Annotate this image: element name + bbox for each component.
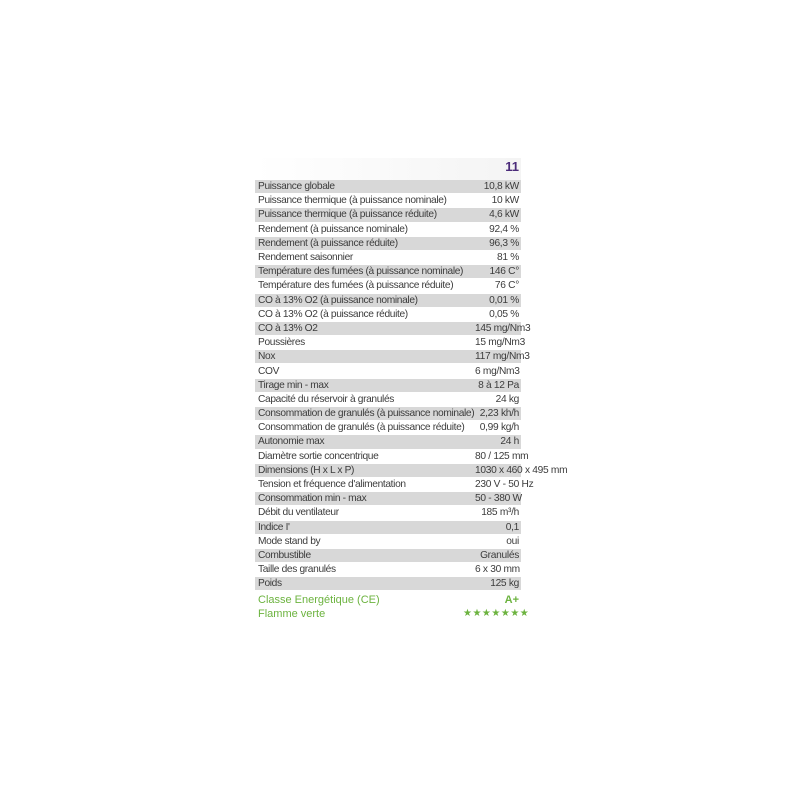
spec-label: Tension et fréquence d'alimentation <box>255 477 472 491</box>
spec-table <box>255 180 568 591</box>
spec-value: 81 % <box>472 250 521 264</box>
spec-label: Température des fumées (à puissance nominale) <box>255 265 472 279</box>
spec-label: Capacité du réservoir à granulés <box>255 392 472 406</box>
spec-value: 0,01 % <box>472 293 521 307</box>
spec-label: Indice I' <box>255 520 472 534</box>
spec-label: Consommation de granulés (à puissance nominale) <box>255 407 472 421</box>
spec-label: Mode stand by <box>255 534 472 548</box>
spec-value: 230 V - 50 Hz <box>472 477 521 491</box>
spec-value: 24 h <box>472 435 521 449</box>
spec-row <box>255 577 521 591</box>
spec-value: 1030 x 460 x 495 mm <box>472 463 521 477</box>
spec-row <box>255 492 521 506</box>
spec-value: 10,8 kW <box>472 180 521 194</box>
spec-row <box>255 307 521 321</box>
spec-label: Autonomie max <box>255 435 472 449</box>
spec-row <box>255 435 521 449</box>
spec-value: 50 - 380 W <box>472 492 521 506</box>
spec-value: Granulés <box>472 548 521 562</box>
spec-sheet <box>255 158 568 621</box>
spec-value: 96,3 % <box>472 236 521 250</box>
spec-value: 15 mg/Nm3 <box>472 336 521 350</box>
spec-row <box>255 180 521 194</box>
spec-table-body <box>255 180 568 591</box>
model-number: 11 <box>255 158 521 180</box>
spec-label: Taille des granulés <box>255 563 472 577</box>
spec-value: 80 / 125 mm <box>472 449 521 463</box>
spec-label: Puissance thermique (à puissance nominale) <box>255 194 472 208</box>
flamme-verte-row <box>255 607 521 621</box>
spec-value: 146 C° <box>472 265 521 279</box>
spec-label: Combustible <box>255 548 472 562</box>
spec-value: 117 mg/Nm3 <box>472 350 521 364</box>
spec-row <box>255 293 521 307</box>
spec-row <box>255 463 521 477</box>
spec-row <box>255 548 521 562</box>
spec-row <box>255 336 521 350</box>
spec-value: 0,05 % <box>472 307 521 321</box>
spec-row <box>255 563 521 577</box>
spec-label: Consommation de granulés (à puissance réduite) <box>255 421 472 435</box>
spec-label: Tirage min - max <box>255 378 472 392</box>
spec-value: 0,1 <box>472 520 521 534</box>
spec-row <box>255 520 521 534</box>
spec-row <box>255 265 521 279</box>
spec-value: 92,4 % <box>472 222 521 236</box>
spec-value: 6 x 30 mm <box>472 563 521 577</box>
spec-row <box>255 378 521 392</box>
spec-value: 125 kg <box>472 577 521 591</box>
spec-label: Nox <box>255 350 472 364</box>
spec-label: CO à 13% O2 (à puissance nominale) <box>255 293 472 307</box>
energy-class-row <box>255 593 521 607</box>
spec-label: Puissance thermique (à puissance réduite) <box>255 208 472 222</box>
spec-value: 4,6 kW <box>472 208 521 222</box>
spec-row <box>255 236 521 250</box>
spec-label: Poids <box>255 577 472 591</box>
spec-value: 6 mg/Nm3 <box>472 364 521 378</box>
spec-value: 185 m³/h <box>472 506 521 520</box>
spec-value: oui <box>472 534 521 548</box>
energy-table <box>255 593 530 621</box>
spec-label: Puissance globale <box>255 180 472 194</box>
spec-row <box>255 449 521 463</box>
spec-label: Poussières <box>255 336 472 350</box>
spec-row <box>255 534 521 548</box>
spec-row <box>255 321 521 335</box>
spec-row <box>255 477 521 491</box>
spec-row <box>255 350 521 364</box>
spec-label: Température des fumées (à puissance réduite) <box>255 279 472 293</box>
spec-value: 8 à 12 Pa <box>472 378 521 392</box>
spec-value: 2,23 kh/h <box>472 407 521 421</box>
spec-row <box>255 208 521 222</box>
spec-label: Consommation min - max <box>255 492 472 506</box>
spec-row <box>255 407 521 421</box>
flamme-verte-label: Flamme verte <box>258 608 326 621</box>
spec-value: 76 C° <box>472 279 521 293</box>
spec-label: CO à 13% O2 (à puissance réduite) <box>255 307 472 321</box>
energy-class-value: A+ <box>504 594 519 607</box>
spec-label: Rendement (à puissance réduite) <box>255 236 472 250</box>
spec-row <box>255 421 521 435</box>
spec-row <box>255 392 521 406</box>
spec-value: 0,99 kg/h <box>472 421 521 435</box>
spec-label: CO à 13% O2 <box>255 321 472 335</box>
flamme-verte-stars-icon: ★★★★★★★ <box>463 608 530 620</box>
spec-label: Diamètre sortie concentrique <box>255 449 472 463</box>
spec-row <box>255 194 521 208</box>
spec-label: Rendement saisonnier <box>255 250 472 264</box>
spec-row <box>255 364 521 378</box>
spec-label: Dimensions (H x L x P) <box>255 463 472 477</box>
spec-label: COV <box>255 364 472 378</box>
spec-value: 10 kW <box>472 194 521 208</box>
spec-row <box>255 250 521 264</box>
spec-row <box>255 506 521 520</box>
energy-class-label: Classe Energétique (CE) <box>258 594 380 607</box>
spec-value: 145 mg/Nm3 <box>472 321 521 335</box>
spec-value: 24 kg <box>472 392 521 406</box>
spec-row <box>255 222 521 236</box>
spec-label: Débit du ventilateur <box>255 506 472 520</box>
spec-row <box>255 279 521 293</box>
spec-label: Rendement (à puissance nominale) <box>255 222 472 236</box>
